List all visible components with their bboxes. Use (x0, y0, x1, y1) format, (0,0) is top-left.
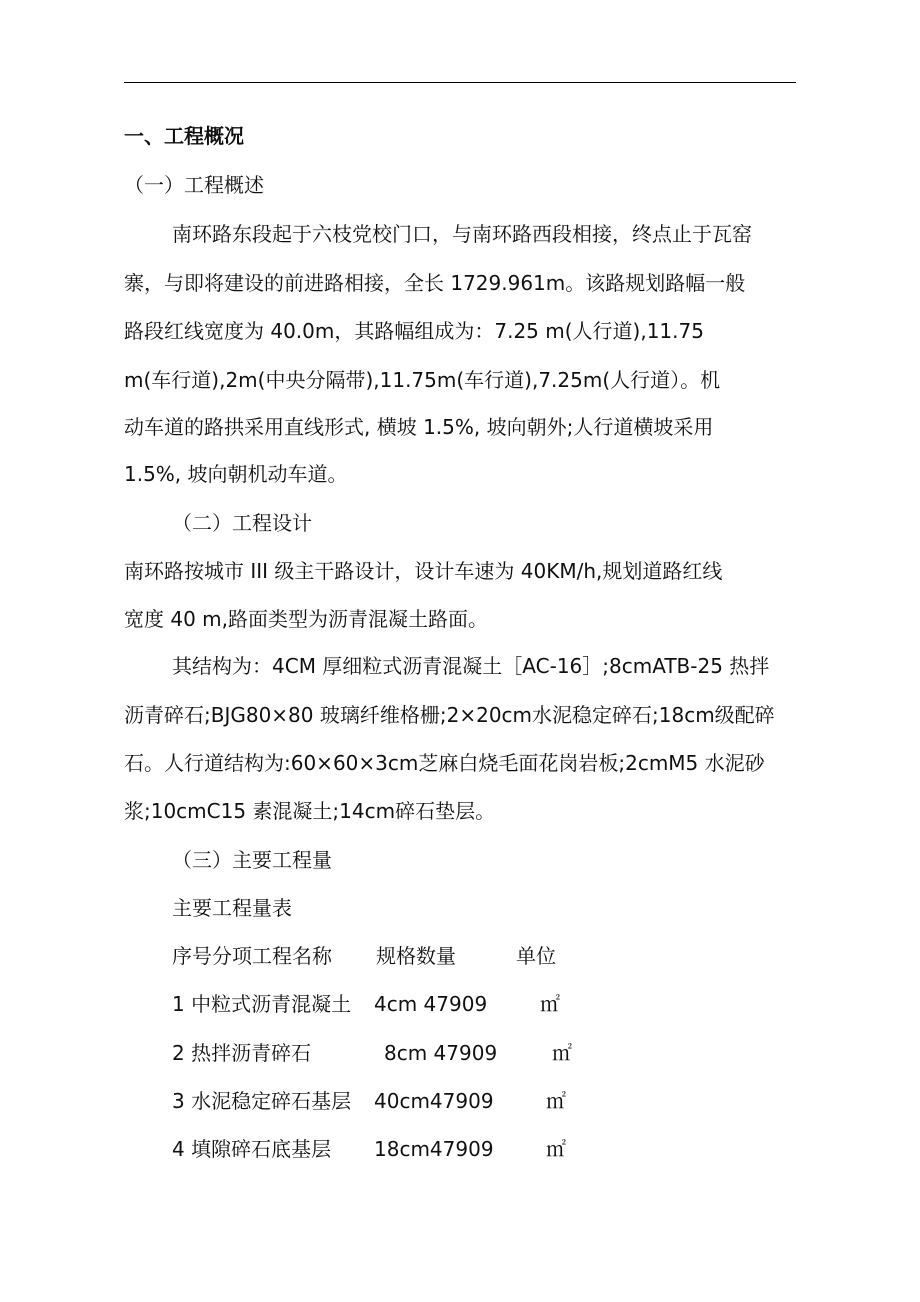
paragraph-line: m(车行道),2m(中央分隔带),11.75m(车行道),7.25m(人行道）。机 (124, 368, 721, 392)
row-item-unit: ㎡ (546, 1089, 566, 1113)
row-item-spec: 4cm 47909 (374, 992, 488, 1016)
paragraph-line: 动车道的路拱采用直线形式, 横坡 1.5%, 坡向朝外;人行道横坡采用 (124, 415, 714, 439)
row-item-unit: ㎡ (540, 992, 560, 1016)
section-heading: 一、工程概况 (124, 124, 244, 148)
subsection-heading-quantities: （三）主要工程量 (172, 848, 332, 872)
table-header-name: 序号分项工程名称 (172, 944, 332, 968)
subsection-heading-overview: （一）工程概述 (124, 173, 264, 197)
table-header-spec: 规格数量 (376, 944, 456, 968)
paragraph-line: 路段红线宽度为 40.0m，其路幅组成为：7.25 m(人行道),11.75 (124, 319, 704, 343)
paragraph-line: 南环路东段起于六枝党校门口，与南环路西段相接，终点止于瓦窑 (172, 222, 752, 246)
row-item-unit: ㎡ (546, 1137, 566, 1161)
paragraph-line: 浆;10cmC15 素混凝土;14cm碎石垫层。 (124, 799, 496, 823)
subsection-heading-design: （二）工程设计 (172, 511, 312, 535)
paragraph-line: 寨，与即将建设的前进路相接，全长 1729.961m。该路规划路幅一般 (124, 271, 746, 295)
paragraph-line: 石。人行道结构为:60×60×3cm芝麻白烧毛面花岗岩板;2cmM5 水泥砂 (124, 751, 765, 775)
row-item-name: 1 中粒式沥青混凝土 (172, 992, 352, 1016)
header-rule (124, 82, 796, 83)
paragraph-line: 沥青碎石;BJG80×80 玻璃纤维格栅;2×20cm水泥稳定碎石;18cm级配碎 (124, 703, 775, 727)
paragraph-line: 1.5%, 坡向朝机动车道。 (124, 462, 348, 486)
row-item-spec: 18cm47909 (374, 1137, 494, 1161)
paragraph-line: 其结构为：4CM 厚细粒式沥青混凝土［AC-16］;8cmATB-25 热拌 (172, 654, 770, 678)
row-item-name: 4 填隙碎石底基层 (172, 1137, 332, 1161)
paragraph-line: 南环路按城市 III 级主干路设计，设计车速为 40KM/h,规划道路红线 (124, 559, 723, 583)
paragraph-line: 宽度 40 m,路面类型为沥青混凝土路面。 (124, 607, 489, 631)
table-header-unit: 单位 (516, 944, 556, 968)
table-title: 主要工程量表 (172, 896, 292, 920)
row-item-name: 2 热拌沥青碎石 (172, 1041, 312, 1065)
row-item-name: 3 水泥稳定碎石基层 (172, 1089, 352, 1113)
row-item-unit: ㎡ (552, 1041, 572, 1065)
row-item-spec: 40cm47909 (374, 1089, 494, 1113)
row-item-spec: 8cm 47909 (384, 1041, 498, 1065)
